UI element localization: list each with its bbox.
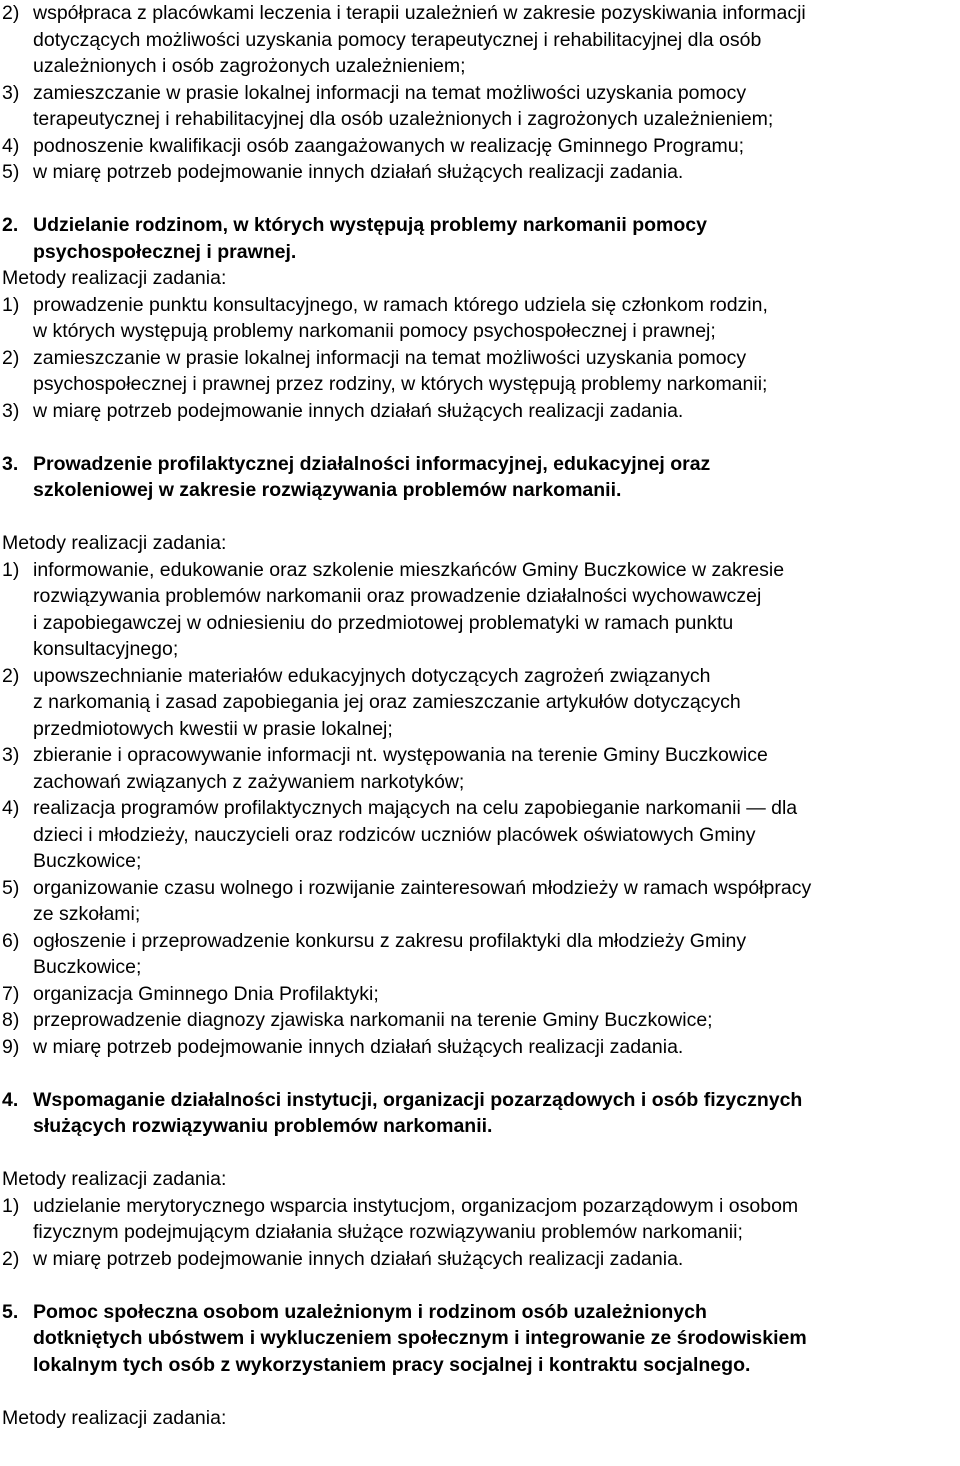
list-item <box>2 1034 960 1061</box>
list-item-text: prowadzenie punktu konsultacyjnego, w ramach którego udziela się członkom rodzin, w których występują problemy narkomanii pomocy psychospołecznej i prawnej; <box>33 293 768 342</box>
list-item <box>2 0 960 80</box>
list-item-number: 3) <box>2 81 20 104</box>
list-item <box>2 928 960 981</box>
list-item-text: współpraca z placówkami leczenia i terapii uzależnień w zakresie pozyskiwania informacji dotyczących możliwości uzyskania pomocy terapeutycznej i rehabilitacyjnej dla osób uzależnionych i osób zagrożonych uzależnieniem; <box>33 2 806 77</box>
list-item-number: 2) <box>2 2 20 24</box>
list-item-number: 4) <box>2 134 20 157</box>
list-item-number: 4) <box>2 797 20 819</box>
list-item-text: zamieszczanie w prasie lokalnej informacji na temat możliwości uzyskania pomocy terapeutycznej i rehabilitacyjnej dla osób uzależnionych i zagrożonych uzależnieniem; <box>33 81 774 130</box>
section-title-text: Prowadzenie profilaktycznej działalności informacyjnej, edukacyjnej oraz szkoleniowej w zakresie rozwiązywania problemów narkomanii. <box>33 452 711 501</box>
list-item-number: 2) <box>2 1247 20 1270</box>
list-item-text: udzielanie merytorycznego wsparcia instytucjom, organizacjom pozarządowym i osobom fizycznym podejmującym działania służące rozwiązywaniu problemów narkomanii; <box>33 1194 799 1243</box>
list-item-number: 2) <box>2 346 20 369</box>
section-title-text: Pomoc społeczna osobom uzależnionym i rodzinom osób uzależnionych dotkniętych ubóstwem i wykluczeniem społecznym i integrowanie ze środowiskiem lokalnym tych osób z wykorzystaniem pracy socjalnej i kontraktu socjalnego. <box>33 1300 807 1376</box>
list-item-text: informowanie, edukowanie oraz szkolenie mieszkańców Gminy Buczkowice w zakresie rozwiązywania problemów narkomanii oraz prowadzenie działalności wychowawczej i zapobiegawczej w odniesieniu do przedmiotowej problematyki w ramach punktu konsultacyjnego; <box>33 558 785 660</box>
list-item <box>2 795 960 875</box>
methods-label: Metody realizacji zadania: <box>2 1168 227 1190</box>
section-4 <box>2 1087 960 1273</box>
section-number: 5. <box>2 1300 19 1323</box>
section-title-text: Wspomaganie działalności instytucji, organizacji pozarządowych i osób fizycznych służących rozwiązywaniu problemów narkomanii. <box>33 1088 803 1137</box>
section-heading <box>2 1299 960 1379</box>
list-item <box>2 345 960 398</box>
list-item-number: 8) <box>2 1009 20 1031</box>
list-item-number: 9) <box>2 1035 20 1058</box>
list-item-text: organizacja Gminnego Dnia Profilaktyki; <box>33 982 379 1005</box>
methods-label: Metody realizacji zadania: <box>2 267 227 289</box>
list-item <box>2 875 960 928</box>
list-item-text: upowszechnianie materiałów edukacyjnych dotyczących zagrożeń związanych z narkomanią i zasad zapobiegania jej oraz zamieszczanie artykułów dotyczących przedmiotowych kwestii w prasie lokalnej; <box>33 664 741 740</box>
list-item <box>2 981 960 1008</box>
list-item <box>2 557 960 663</box>
list-item-text: przeprowadzenie diagnozy zjawiska narkomanii na terenie Gminy Buczkowice; <box>33 1009 713 1031</box>
list-item-text: zamieszczanie w prasie lokalnej informacji na temat możliwości uzyskania pomocy psychospołecznej i prawnej przez rodziny, w których występują problemy narkomanii; <box>33 346 768 395</box>
list-item-text: zbieranie i opracowywanie informacji nt. występowania na terenie Gminy Buczkowice zachowań związanych z zażywaniem narkotyków; <box>33 744 768 793</box>
section-heading <box>2 212 960 265</box>
list-item <box>2 1246 960 1273</box>
list-item-number: 6) <box>2 929 20 952</box>
section-title-text: Udzielanie rodzinom, w których występują problemy narkomanii pomocy psychospołecznej i prawnej. <box>33 214 707 263</box>
section-number: 3. <box>2 452 19 475</box>
list-item-number: 7) <box>2 982 20 1005</box>
list-item <box>2 663 960 743</box>
list-item-text: w miarę potrzeb podejmowanie innych działań służących realizacji zadania. <box>33 1247 684 1270</box>
list-item <box>2 159 960 186</box>
list-item-number: 3) <box>2 399 20 422</box>
list-item-text: podnoszenie kwalifikacji osób zaangażowanych w realizację Gminnego Programu; <box>33 134 745 157</box>
list-item-number: 1) <box>2 558 20 581</box>
section-5 <box>2 1299 960 1432</box>
list-item <box>2 1193 960 1246</box>
list-item-text: organizowanie czasu wolnego i rozwijanie zainteresowań młodzieży w ramach współpracy ze szkołami; <box>33 876 812 925</box>
list-item-text: realizacja programów profilaktycznych mających na celu zapobieganie narkomanii — dla dzieci i młodzieży, nauczycieli oraz rodziców uczniów placówek oświatowych Gminy Buczkowice; <box>33 797 798 872</box>
list-item-number: 1) <box>2 293 20 316</box>
section-2 <box>2 212 960 424</box>
list-item <box>2 80 960 133</box>
top-list <box>2 0 960 186</box>
list-item-number: 2) <box>2 664 20 687</box>
list-item <box>2 292 960 345</box>
list-item <box>2 1007 960 1034</box>
list-item-text: ogłoszenie i przeprowadzenie konkursu z zakresu profilaktyki dla młodzieży Gminy Buczkowice; <box>33 929 747 978</box>
methods-label: Metody realizacji zadania: <box>2 1406 227 1429</box>
list-item <box>2 742 960 795</box>
list-item-number: 3) <box>2 744 20 766</box>
list-item-number: 5) <box>2 876 20 899</box>
section-number: 2. <box>2 214 19 236</box>
section-heading <box>2 451 960 504</box>
list-item <box>2 133 960 160</box>
list-item-text: w miarę potrzeb podejmowanie innych działań służących realizacji zadania. <box>33 161 684 183</box>
list-item <box>2 398 960 425</box>
list-item-text: w miarę potrzeb podejmowanie innych działań służących realizacji zadania. <box>33 1035 684 1058</box>
section-heading <box>2 1087 960 1140</box>
methods-label: Metody realizacji zadania: <box>2 532 227 554</box>
list-item-text: w miarę potrzeb podejmowanie innych działań służących realizacji zadania. <box>33 399 684 422</box>
list-item-number: 5) <box>2 161 20 183</box>
section-3 <box>2 451 960 1061</box>
list-item-number: 1) <box>2 1194 20 1217</box>
section-number: 4. <box>2 1088 19 1111</box>
